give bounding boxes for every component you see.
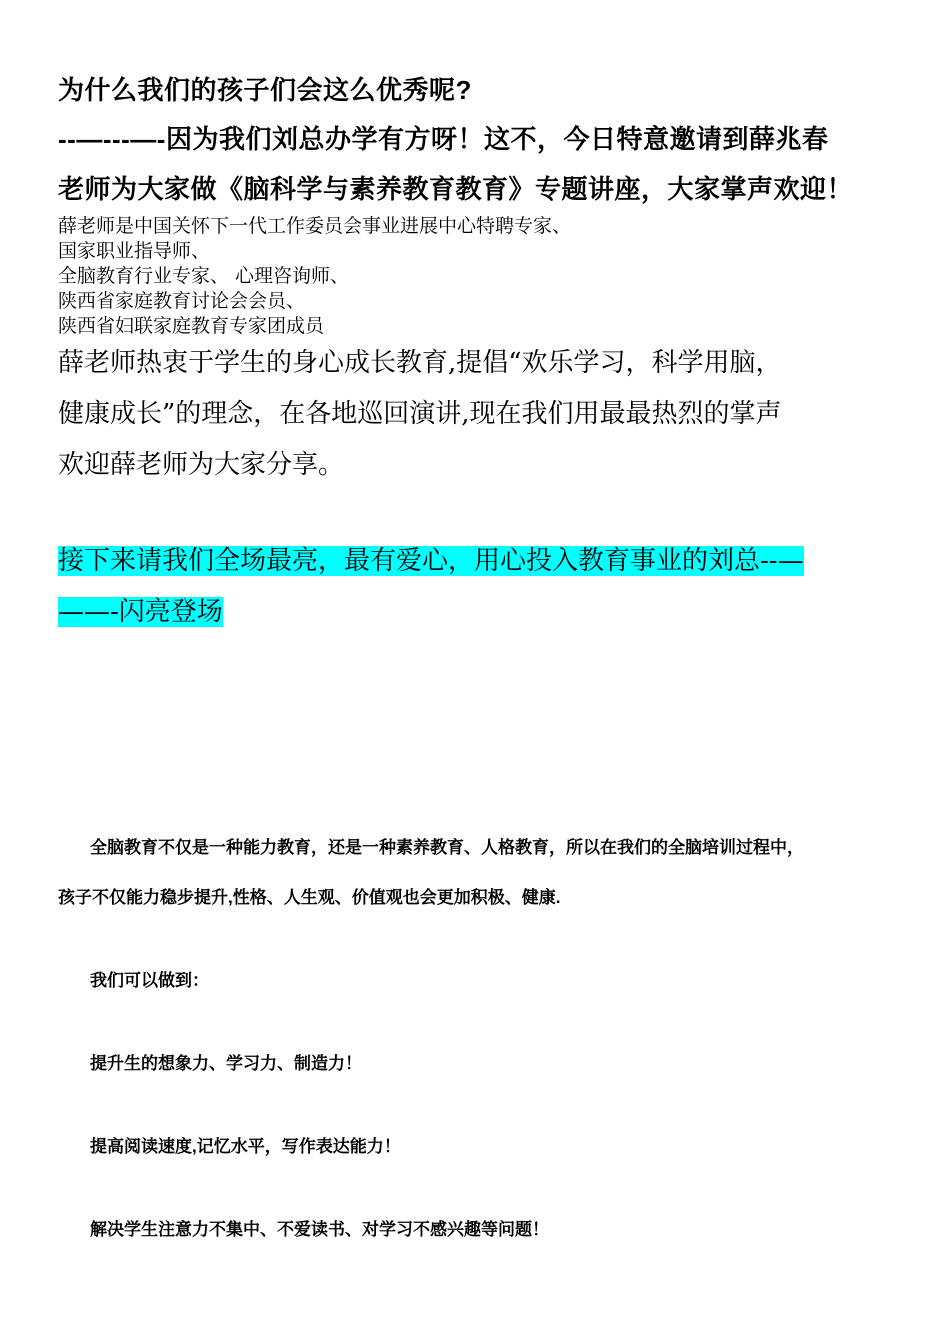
benefit-item: 提升生的想象力、学习力、制造力！: [90, 1054, 362, 1073]
benefit-item: 解决学生注意力不集中、不爱读书、对学习不感兴趣等问题！: [90, 1220, 549, 1239]
highlighted-intro-line-2: [58, 591, 223, 628]
credential-line: 国家职业指导师、: [58, 240, 211, 262]
intro-answer-line-1: --—---—-因为我们刘总办学有方呀！这不，今日特意邀请到薛兆春: [58, 124, 829, 154]
benefit-item: 提高阅读速度,记忆水平，写作表达能力！: [90, 1137, 401, 1156]
highlighted-intro-line-1: [58, 540, 804, 577]
welcome-line: 健康成长”的理念，在各地巡回演讲,现在我们用最最热烈的掌声: [58, 399, 782, 429]
intro-question: 为什么我们的孩子们会这么优秀呢?: [58, 75, 472, 105]
credential-line: 全脑教育行业专家、 心理咨询师、: [58, 265, 350, 287]
welcome-line: 欢迎薛老师为大家分享。: [58, 450, 345, 480]
highlight-text: ——-闪亮登场: [58, 597, 223, 627]
welcome-line: 薛老师热衷于学生的身心成长教育,提倡“欢乐学习，科学用脑，: [58, 348, 782, 378]
credential-line: 薛老师是中国关怀下一代工作委员会事业进展中心特聘专家、: [58, 215, 572, 237]
credential-line: 陕西省家庭教育讨论会会员、: [58, 290, 306, 312]
intro-answer-line-2: 老师为大家做《脑科学与素养教育教育》专题讲座，大家掌声欢迎！: [58, 174, 854, 204]
highlight-text: 接下来请我们全场最亮，最有爱心，用心投入教育事业的刘总--—: [58, 546, 804, 576]
can-do-heading: 我们可以做到：: [90, 971, 209, 990]
section2-paragraph-line-2: 孩子不仅能力稳步提升,性格、人生观、价值观也会更加积极、健康.: [58, 888, 561, 907]
section2-paragraph-line-1: 全脑教育不仅是一种能力教育，还是一种素养教育、人格教育，所以在我们的全脑培训过程中，: [90, 838, 804, 857]
credential-line: 陕西省妇联家庭教育专家团成员: [58, 315, 325, 337]
